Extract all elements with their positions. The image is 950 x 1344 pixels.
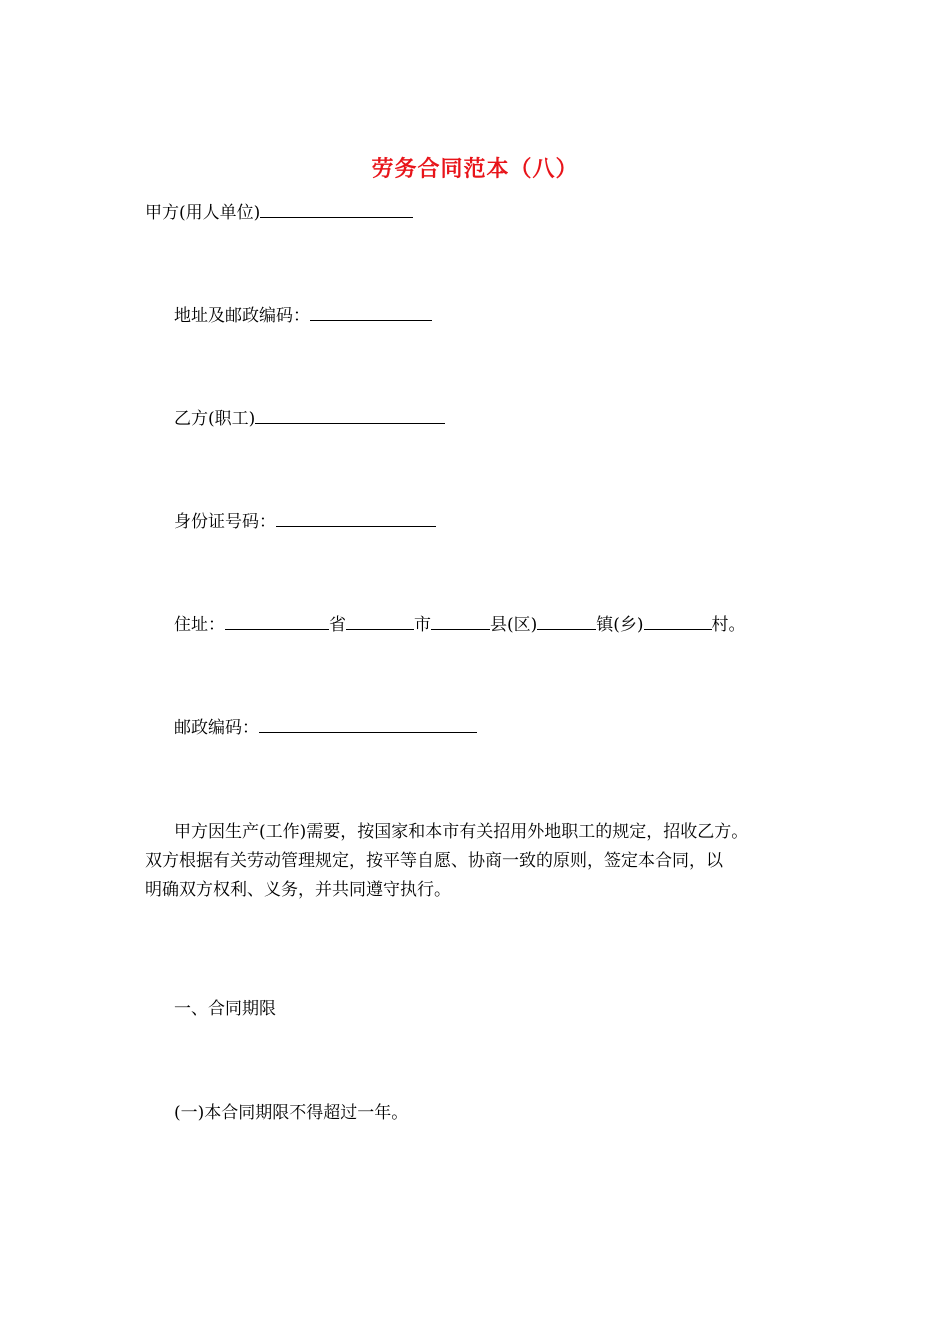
town-label: 镇(乡) (596, 615, 644, 635)
intro-line-1: 甲方因生产(工作)需要，按国家和本市有关招用外地职工的规定，招收乙方。 (174, 822, 749, 842)
city-blank[interactable] (346, 612, 414, 630)
residence-label: 住址： (174, 615, 225, 635)
province-label: 省 (329, 615, 346, 635)
residence-line (174, 612, 746, 638)
intro-paragraph (145, 818, 835, 905)
county-label: 县(区) (490, 615, 538, 635)
city-label: 市 (414, 615, 431, 635)
section-1-heading: 一、合同期限 (174, 999, 276, 1019)
village-blank[interactable] (644, 612, 712, 630)
address-line (174, 303, 432, 329)
document-title: 劳务合同范本（八） (371, 156, 579, 182)
id-number-label: 身份证号码： (174, 512, 276, 532)
intro-line-3: 明确双方权利、义务，并共同遵守执行。 (145, 880, 451, 900)
county-blank[interactable] (431, 612, 490, 630)
section-1-item-1: (一)本合同期限不得超过一年。 (174, 1103, 409, 1123)
village-label: 村。 (711, 615, 746, 635)
party-a-line (145, 200, 413, 226)
town-blank[interactable] (537, 612, 596, 630)
postal-code-label: 邮政编码： (174, 718, 259, 738)
party-b-line (174, 406, 445, 432)
party-b-blank[interactable] (255, 406, 445, 424)
postal-code-line (174, 715, 477, 741)
party-a-label: 甲方(用人单位) (145, 203, 261, 223)
postal-code-blank[interactable] (259, 715, 477, 733)
address-blank[interactable] (310, 303, 432, 321)
id-number-line (174, 509, 436, 535)
intro-line-2: 双方根据有关劳动管理规定，按平等自愿、协商一致的原则，签定本合同，以 (145, 851, 723, 871)
province-blank[interactable] (225, 612, 329, 630)
id-number-blank[interactable] (276, 509, 436, 527)
address-label: 地址及邮政编码： (174, 306, 310, 326)
party-a-blank[interactable] (260, 200, 413, 218)
party-b-label: 乙方(职工) (174, 409, 256, 429)
